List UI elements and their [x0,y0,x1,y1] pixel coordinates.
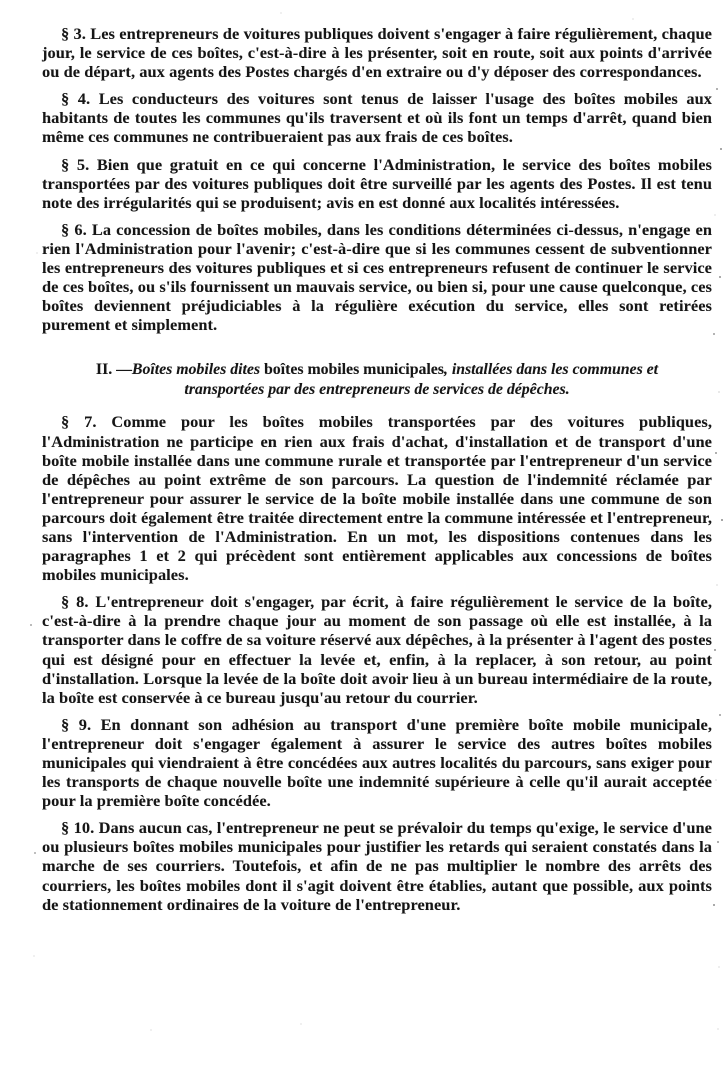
section-title-italic-tail: , installées dans les communes et transportées par des entrepreneurs de services de dépêches. [184,361,659,398]
paragraph-8: § 8. L'entrepreneur doit s'engager, par écrit, à faire régulièrement le service de la boîte, c'est-à-dire à la prendre chaque jour au moment de son passage où elle est installée, à la transporter dans le coffre de sa voiture réservé aux dépêches, à la présenter à l'agent des postes qui est désigné pour en effectuer la levée et, enfin, à la replacer, à son retour, au point d'installation. Lorsque la levée de la boîte doit avoir lieu à un bureau intermédiaire de la route, la boîte est conservée à ce bureau jusqu'au retour du courrier. [42,592,712,707]
section-number: II. — [95,361,132,379]
paragraph-4: § 4. Les conducteurs des voitures sont tenus de laisser l'usage des boîtes mobiles aux habitants de toutes les communes qu'ils traversent et où ils font un temps d'arrêt, quand bien même ces communes ne contribueraient pas aux frais de ces boîtes. [42,89,712,147]
paragraph-9: § 9. En donnant son adhésion au transport d'une première boîte mobile municipale, l'entrepreneur doit s'engager également à assurer le service des autres boîtes mobiles municipales qui viendraient à être concédées aux autres localités du parcours, sans exiger pour les transports de chaque nouvelle boîte une indemnité supérieure à celle qu'il aurait acceptée pour la première boîte concédée. [42,714,712,811]
section-title-roman: boîtes mobiles municipales [264,361,444,379]
paragraph-6: § 6. La concession de boîtes mobiles, dans les conditions déterminées ci-dessus, n'engage en rien l'Administration pour l'avenir; c'est-à-dire que si les communes cessent de subventionner les entrepreneurs des voitures publiques et si ces entrepreneurs refusent de continuer le service de ces boîtes, ou s'ils fournissent un mauvais service, ou bien si, pour une cause quelconque, ces boîtes deviennent préjudiciables à la régulière exécution du service, elles sont retirées purement et simplement. [42,219,712,335]
paragraph-7: § 7. Comme pour les boîtes mobiles transportées par des voitures publiques, l'Administration ne participe en rien aux frais d'achat, d'installation et de transport d'une boîte mobile installée dans une commune rurale et transportée par l'entrepreneur d'un service de dépêches au point extrême de son parcours. La question de l'indemnité réclamée par l'entrepreneur pour assurer le service de la boîte mobile installée dans une commune de son parcours doit également être traitée directement entre la commune intéressée et l'entrepreneur, sans l'intervention de l'Administration. En un mot, les dispositions contenues dans les paragraphes 1 et 2 qui précèdent sont entièrement applicables aux concessions de boîtes mobiles municipales. [42,412,712,585]
paragraph-3: § 3. Les entrepreneurs de voitures publiques doivent s'engager à faire régulièrement, chaque jour, le service de ces boîtes, c'est-à-dire à les présenter, soit en route, soit aux points d'arrivée ou de départ, aux agents des Postes chargés d'en extraire ou d'y déposer des correspondances. [42,24,712,82]
text-block [42,24,712,922]
paragraph-5: § 5. Bien que gratuit en ce qui concerne l'Administration, le service des boîtes mobiles transportées par des voitures publiques doit être surveillé par les agents des Postes. Il est tenu note des irrégularités qui se produisent; avis en est donné aux localités intéressées. [42,154,712,212]
paragraph-10: § 10. Dans aucun cas, l'entrepreneur ne peut se prévaloir du temps qu'exige, le service d'une ou plusieurs boîtes mobiles municipales pour justifier les retards qui seraient constatés dans la marche de ses courriers. Toutefois, et afin de ne pas multiplier le nombre des arrêts des courriers, les boîtes mobiles dont il s'agit doivent être établies, autant que possible, aux points de stationnement ordinaires de la voiture de l'entrepreneur. [42,818,712,914]
section-heading [42,360,712,399]
scan-noise-speckles [0,0,2,2]
section-title-italic-lead: Boîtes mobiles dites [131,361,264,379]
